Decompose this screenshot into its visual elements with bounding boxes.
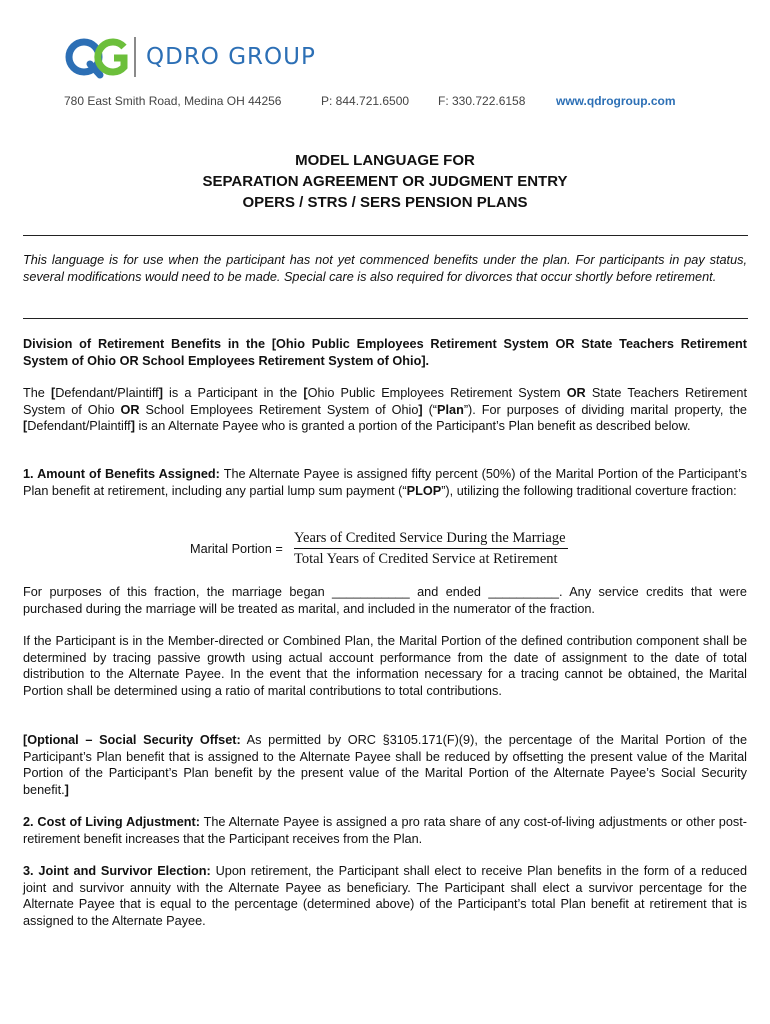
divider-bottom [23,318,748,319]
title-line-3: OPERS / STRS / SERS PENSION PLANS [242,194,528,211]
company-logo [64,34,316,80]
formula-label: Marital Portion = [190,542,283,556]
paragraph-parties: The [Defendant/Plaintiff] is a Participant in the [Ohio Public Employees Retirement System OR State Teachers Retirement System of Ohio OR School Employees Retirement System of Ohio] (“Plan”). For purposes of dividing marital property, the [Defendant/Plaintiff] is an Alternate Payee who is granted a portion of the Participant’s Plan benefit as described below. [23,386,748,433]
phone: P: 844.721.6500 [321,94,410,108]
qg-logo-icon [64,35,128,79]
paragraph-social-security-offset: [Optional – Social Security Offset: As permitted by ORC §3105.171(F)(9), the percentage of the Marital Portion of the Participant’s Plan benefit that is assigned to the Alternate Payee shall be reduced by offsetting the present value of the Marital Portion of the Participant’s Plan benefit by the present value of the Marital Portion of the Alternate Payee’s Social Security benefit.] [23,733,747,797]
intro-note: This language is for use when the participant has not yet commenced benefits under the plan. For participants in pay status, several modifications would need to be made. Special care is also required for divorces that occur shortly before retirement. [23,253,747,284]
title-line-2: SEPARATION AGREEMENT OR JUDGMENT ENTRY [202,173,568,190]
joint-survivor-label: 3. Joint and Survivor Election: [23,864,211,878]
formula-fraction [294,530,568,568]
paragraph-cost-of-living: 2. Cost of Living Adjustment: The Alternate Payee is assigned a pro rata share of any cost-of-living adjustments or other post-retirement benefit increases that the Participant receives from the Plan. [23,815,748,846]
amount-label: 1. Amount of Benefits Assigned: [23,467,220,481]
logo-divider [134,37,136,77]
title-line-1: MODEL LANGUAGE FOR [295,152,475,169]
company-name: QDRO GROUP [146,44,316,70]
paragraph-marriage-dates: For purposes of this fraction, the marriage began ___________ and ended __________. Any service credits that were purchased during the marriage will be treated as marital, and included in the numerator of the fraction. [23,585,747,616]
paragraph-amount-of-benefits: 1. Amount of Benefits Assigned: The Alternate Payee is assigned fifty percent (50%) of the Marital Portion of the Participant’s Plan benefit at retirement, including any partial lump sum payment (“PLOP”), utilizing the following traditional coverture fraction: [23,467,747,498]
document-title [0,150,770,213]
offset-label: [Optional – Social Security Offset: [23,733,241,747]
fax: F: 330.722.6158 [438,94,526,108]
formula-numerator: Years of Credited Service During the Marriage [294,530,568,549]
website-link[interactable]: www.qdrogroup.com [556,94,676,108]
section-heading: Division of Retirement Benefits in the [Ohio Public Employees Retirement System OR State Teachers Retirement System of Ohio OR School Employees Retirement System of Ohio]. [23,337,747,368]
divider-top [23,235,748,236]
address: 780 East Smith Road, Medina OH 44256 [64,94,282,108]
paragraph-member-directed: If the Participant is in the Member-directed or Combined Plan, the Marital Portion of the defined contribution component shall be determined by tracing passive growth using actual account performance from the date of assignment to the date of total distribution to the Alternate Payee. In the event that the information necessary for a tracing cannot be obtained, the Marital Portion shall be determined using a ratio of marital contributions to total contributions. [23,634,747,698]
paragraph-joint-survivor: 3. Joint and Survivor Election: Upon retirement, the Participant shall elect to receive Plan benefits in the form of a reduced joint and survivor annuity with the Alternate Payee as beneficiary. The Participant shall elect a survivor percentage for the Alternate Payee that is equal to the percentage (determined above) of the Participant’s total Plan benefit at retirement that is assigned to the Alternate Payee. [23,864,748,928]
formula-denominator: Total Years of Credited Service at Retirement [294,551,558,567]
cola-label: 2. Cost of Living Adjustment: [23,815,200,829]
